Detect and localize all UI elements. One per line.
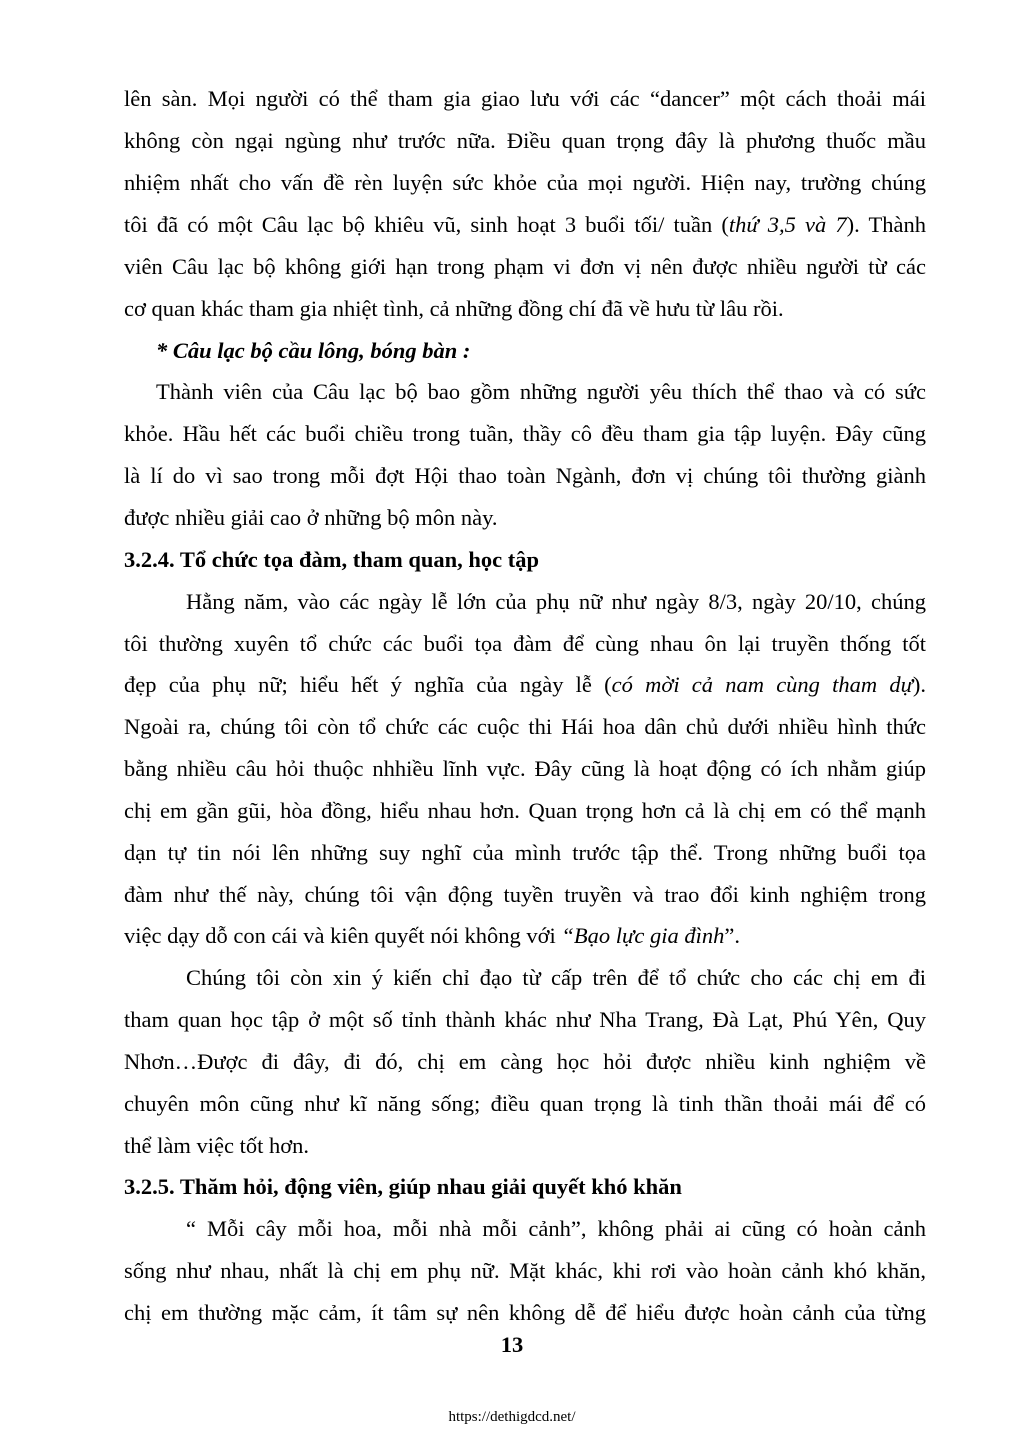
page-number: 13 bbox=[500, 1332, 524, 1357]
paragraph-line: lên sàn. Mọi người có thể tham gia giao lưu với các “dancer” một cách thoải mái bbox=[124, 86, 926, 111]
paragraph-line: không còn ngại ngùng như trước nữa. Điều quan trọng đây là phương thuốc mầu bbox=[124, 128, 926, 153]
paragraph-line: sống như nhau, nhất là chị em phụ nữ. Mặt khác, khi rơi vào hoàn cảnh khó khăn, bbox=[124, 1258, 926, 1283]
club-heading: * Câu lạc bộ cầu lông, bóng bàn : bbox=[156, 338, 471, 363]
paragraph-line: Chúng tôi còn xin ý kiến chỉ đạo từ cấp trên để tổ chức cho các chị em đi bbox=[186, 965, 926, 990]
paragraph-line: viên Câu lạc bộ không giới hạn trong phạm vi đơn vị nên được nhiều người từ các bbox=[124, 254, 926, 279]
paragraph-line: cơ quan khác tham gia nhiệt tình, cả những đồng chí đã về hưu từ lâu rồi. bbox=[124, 296, 784, 321]
paragraph-line: khỏe. Hầu hết các buổi chiều trong tuần, thầy cô đều tham gia tập luyện. Đây cũng bbox=[124, 421, 926, 446]
paragraph-line: đàm như thế này, chúng tôi vận động tuyền truyền và trao đổi kinh nghiệm trong bbox=[124, 882, 926, 907]
section-heading: 3.2.4. Tổ chức tọa đàm, tham quan, học tập bbox=[124, 547, 540, 572]
paragraph-line: “ Mỗi cây mỗi hoa, mỗi nhà mỗi cảnh”, không phải ai cũng có hoàn cảnh bbox=[186, 1216, 926, 1241]
paragraph-line: là lí do vì sao trong mỗi đợt Hội thao toàn Ngành, đơn vị chúng tôi thường giành bbox=[124, 463, 926, 488]
paragraph-line: chuyên môn cũng như kĩ năng sống; điều quan trọng là tinh thần thoải mái để có bbox=[124, 1091, 926, 1116]
paragraph-line: chị em gần gũi, hòa đồng, hiểu nhau hơn. Quan trọng hơn cả là chị em có thể mạnh bbox=[124, 798, 926, 823]
paragraph-line: tôi đã có một Câu lạc bộ khiêu vũ, sinh hoạt 3 buổi tối/ tuần (thứ 3,5 và 7). Thành bbox=[124, 212, 926, 237]
footer-url[interactable]: https://dethigdcd.net/ bbox=[448, 1409, 576, 1425]
paragraph-line: đẹp của phụ nữ; hiểu hết ý nghĩa của ngày lễ (có mời cả nam cùng tham dự). bbox=[124, 672, 926, 697]
paragraph-line: Hằng năm, vào các ngày lễ lớn của phụ nữ như ngày 8/3, ngày 20/10, chúng bbox=[186, 589, 926, 614]
paragraph-line: Nhơn…Được đi đây, đi đó, chị em càng học hỏi được nhiều kinh nghiệm về bbox=[124, 1049, 926, 1074]
paragraph-line: chị em thường mặc cảm, ít tâm sự nên không dễ để hiểu được hoàn cảnh của từng bbox=[124, 1300, 926, 1325]
paragraph-line: Ngoài ra, chúng tôi còn tổ chức các cuộc thi Hái hoa dân chủ dưới nhiều hình thức bbox=[124, 714, 926, 739]
paragraph-line: bằng nhiều câu hỏi thuộc nhhiều lĩnh vực. Đây cũng là hoạt động có ích nhằm giúp bbox=[124, 756, 926, 781]
paragraph-line: được nhiều giải cao ở những bộ môn này. bbox=[124, 505, 498, 530]
paragraph-line: tôi thường xuyên tổ chức các buổi tọa đàm để cùng nhau ôn lại truyền thống tốt bbox=[124, 631, 926, 656]
paragraph-line: dạn tự tin nói lên những suy nghĩ của mình trước tập thể. Trong những buổi tọa bbox=[124, 840, 926, 865]
paragraph-line: nhiệm nhất cho vấn đề rèn luyện sức khỏe của mọi người. Hiện nay, trường chúng bbox=[124, 170, 926, 195]
paragraph-line: Thành viên của Câu lạc bộ bao gồm những người yêu thích thể thao và có sức bbox=[156, 379, 926, 404]
paragraph-line: thể làm việc tốt hơn. bbox=[124, 1133, 309, 1158]
paragraph-line: việc dạy dỗ con cái và kiên quyết nói không với “Bạo lực gia đình”. bbox=[124, 923, 740, 948]
section-heading: 3.2.5. Thăm hỏi, động viên, giúp nhau giải quyết khó khăn bbox=[124, 1174, 682, 1199]
paragraph-line: tham quan học tập ở một số tỉnh thành khác như Nha Trang, Đà Lạt, Phú Yên, Quy bbox=[124, 1007, 926, 1032]
